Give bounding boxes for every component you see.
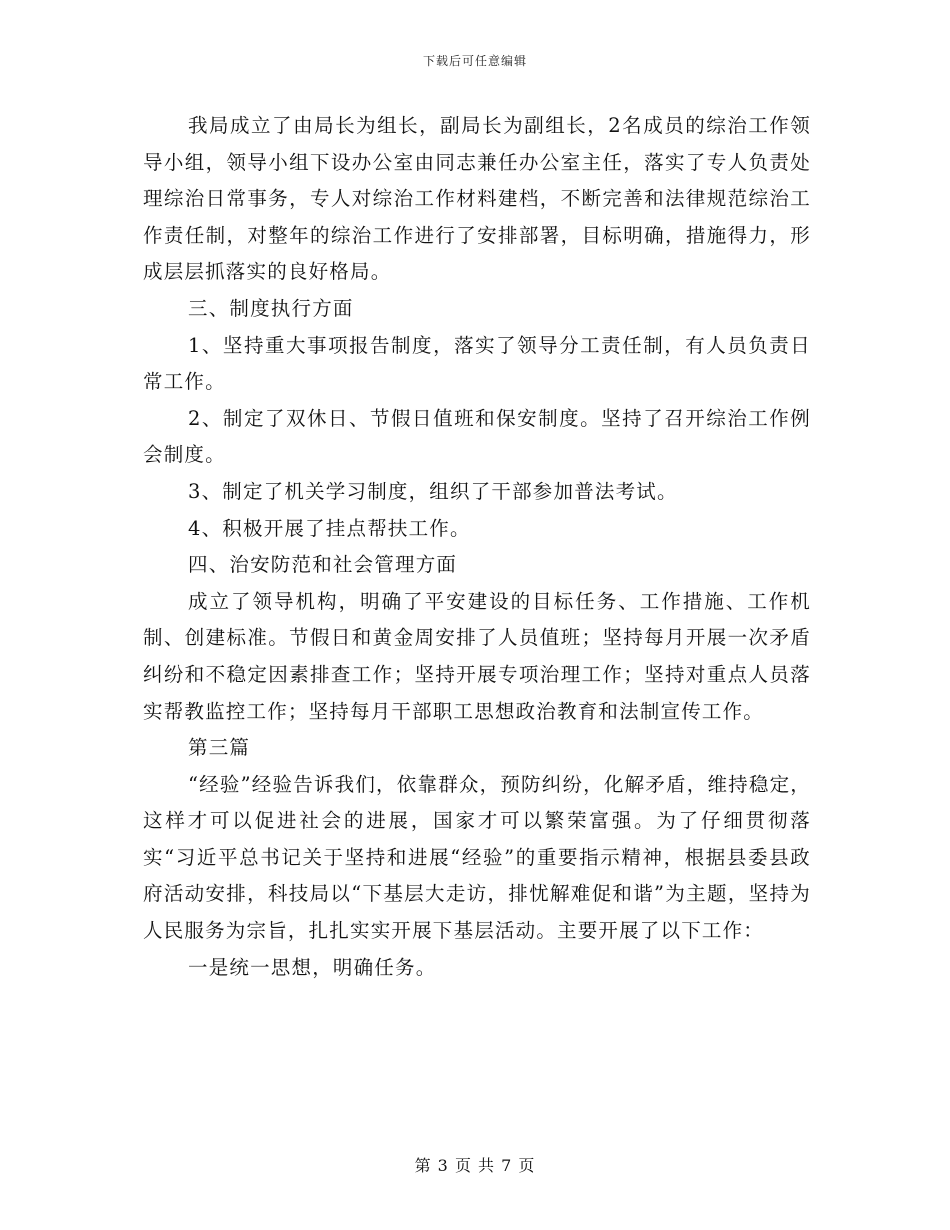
paragraph-leadership-group: 我局成立了由局长为组长，副局长为副组长，2名成员的综治工作领导小组，领导小组下设办公室由同志兼任办公室主任，落实了专人负责处理综治日常事务，专人对综治工作材料建档，不断完善和法律规范综治工作责任制，对整年的综治工作进行了安排部署，目标明确，措施得力，形成层层抓落实的良好格局。 [143, 114, 811, 284]
list-item-3: 3、制定了机关学习制度，组织了干部参加普法考试。 [188, 479, 678, 503]
document-body [143, 108, 811, 986]
list-item-2: 2、制定了双休日、节假日值班和保安制度。坚持了召开综治工作例会制度。 [143, 406, 811, 467]
section-heading-public-security: 四、治安防范和社会管理方面 [188, 553, 458, 577]
page-footer: 第 3 页 共 7 页 [414, 1156, 536, 1175]
part-heading-third: 第三篇 [188, 736, 251, 760]
paragraph-experience: “经验”经验告诉我们，依靠群众，预防纠纷，化解矛盾，维持稳定，这样才可以促进社会的进展，国家才可以繁荣富强。为了仔细贯彻落实“习近平总书记关于坚持和进展“经验”的重要指示精神，根据县委县政府活动安排，科技局以“下基层大走访，排忧解难促和谐”为主题，坚持为人民服务为宗旨，扎扎实实开展下基层活动。主要开展了以下工作： [143, 772, 811, 943]
list-item-1: 1、坚持重大事项报告制度，落实了领导分工责任制，有人员负责日常工作。 [143, 333, 811, 394]
section-heading-system-execution: 三、制度执行方面 [188, 296, 354, 320]
page-header: 下载后可任意编辑 [422, 54, 527, 68]
paragraph-public-security: 成立了领导机构，明确了平安建设的目标任务、工作措施、工作机制、创建标准。节假日和黄金周安排了人员值班；坚持每月开展一次矛盾纠纷和不稳定因素排查工作；坚持开展专项治理工作；坚持对重点人员落实帮教监控工作；坚持每月干部职工思想政治教育和法制宣传工作。 [143, 589, 811, 723]
list-item-4: 4、积极开展了挂点帮扶工作。 [188, 516, 471, 540]
paragraph-unify-thinking: 一是统一思想，明确任务。 [188, 955, 437, 979]
